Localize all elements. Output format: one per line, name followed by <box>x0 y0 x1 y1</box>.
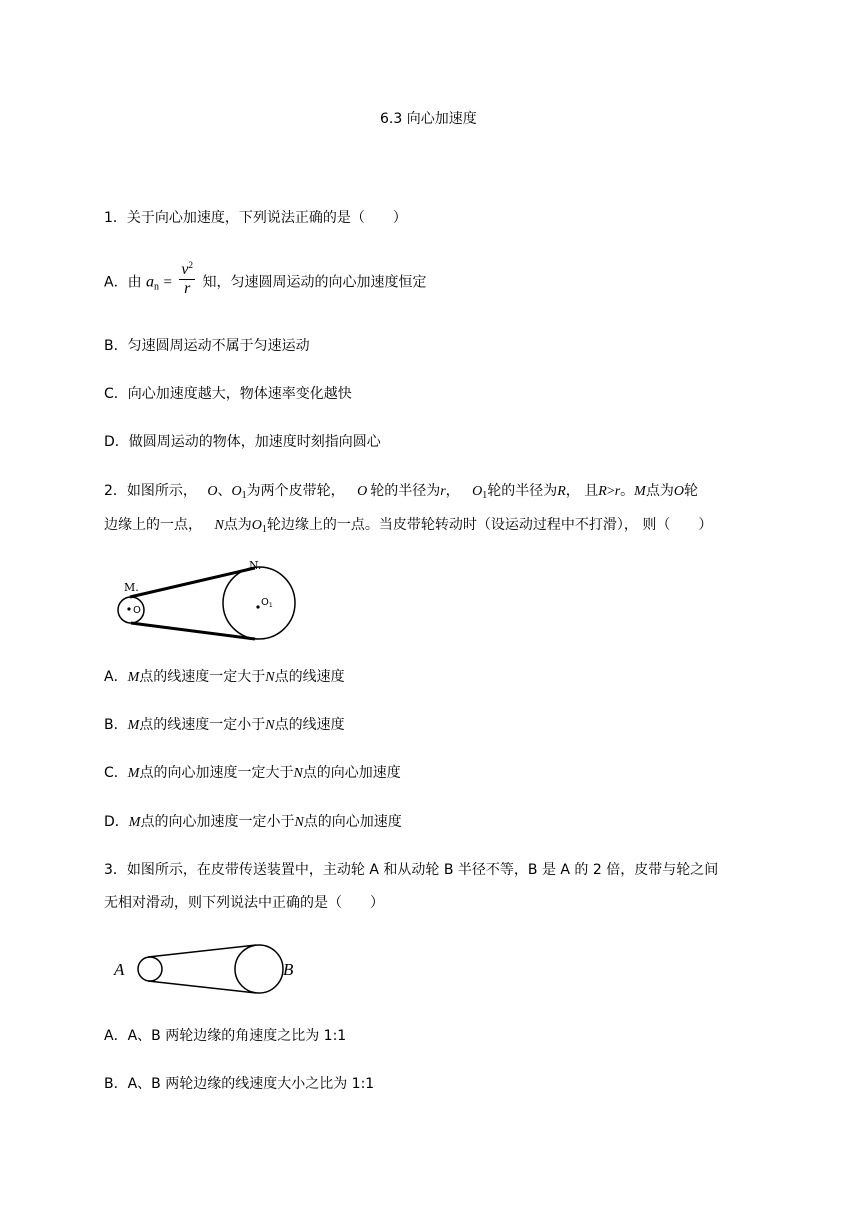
q3-stem-line2: 无相对滑动，则下列说法中正确的是（ ） <box>104 895 384 911</box>
q2-l1-var: O <box>231 484 242 499</box>
q2-option-b <box>104 715 345 736</box>
q1-fraction-numerator: v <box>181 261 189 278</box>
q2-l1-var: O <box>472 484 483 499</box>
q2-pulley-figure <box>110 555 310 645</box>
q2-l1-text: 轮的半径为 <box>487 483 558 499</box>
q2-l1-text: 轮的半径为 <box>370 483 441 499</box>
q2-b-post: 点的线速度 <box>274 717 345 733</box>
q2-l1-text: 轮 <box>683 483 698 499</box>
q2-c-post: 点的向心加速度 <box>302 765 401 781</box>
q1-option-c: C．向心加速度越大，物体速率变化越快 <box>104 386 352 402</box>
q2-stem-line2 <box>104 515 712 536</box>
q2-a-n: N <box>265 670 275 685</box>
q2-l1-var: R <box>557 484 566 499</box>
q2-label-o: O <box>133 605 141 616</box>
q1-option-a <box>104 260 427 301</box>
q2-l2-text: 边缘上的一点， <box>104 517 202 533</box>
q3-option-b: B．A、B 两轮边缘的线速度大小之比为 1:1 <box>104 1076 375 1092</box>
q1-option-d: D．做圆周运动的物体，加速度时刻指向圆心 <box>104 434 381 450</box>
q1-option-a-suffix: 知，匀速圆周运动的向心加速度恒定 <box>202 274 427 291</box>
q2-l2-text: 点为 <box>223 517 252 533</box>
q2-b-mid: 点的线速度一定小于 <box>139 717 266 733</box>
q2-c-n: N <box>293 766 303 781</box>
q2-option-a <box>104 667 345 688</box>
q2-a-m: M <box>127 670 140 685</box>
q2-d-pre: D． <box>104 814 129 830</box>
q2-label-m: M. <box>124 581 139 594</box>
q2-b-m: M <box>127 718 140 733</box>
q1-stem: 1．关于向心加速度，下列说法正确的是（ ） <box>104 210 407 226</box>
q3-belt-figure <box>110 940 310 1000</box>
q2-l1-var: r <box>614 484 621 499</box>
q2-a-pre: A． <box>104 669 128 685</box>
q2-l1-text: > <box>606 484 615 499</box>
q2-l1-text: ， 且 <box>565 483 599 499</box>
q2-l1-text: 为两个皮带轮， <box>246 483 345 499</box>
q2-label-o1: $O_1$ <box>261 597 273 609</box>
q2-l1-sub: 1 <box>482 490 488 501</box>
q2-c-m: M <box>127 766 140 781</box>
q2-c-mid: 点的向心加速度一定大于 <box>139 765 294 781</box>
q2-option-d <box>104 812 402 833</box>
q2-l1-text: 点为 <box>645 483 674 499</box>
q2-l2-sub: 1 <box>261 524 267 535</box>
q3-option-a: A．A、B 两轮边缘的角速度之比为 1:1 <box>104 1028 347 1044</box>
q2-a-post: 点的线速度 <box>274 669 345 685</box>
q2-d-n: N <box>294 815 304 830</box>
q2-stem-line1 <box>104 481 698 502</box>
q2-c-pre: C． <box>104 765 128 781</box>
q2-l1-var: O <box>673 484 684 499</box>
q1-fraction <box>179 261 195 298</box>
q2-l1-var: O <box>207 484 218 499</box>
q2-l1-text: 、 <box>217 483 232 499</box>
q2-l1-var: r <box>440 484 446 499</box>
q2-l1-sub: 1 <box>241 490 247 501</box>
q2-l2-var: O <box>251 518 262 533</box>
q1-option-a-prefix: A．由 <box>104 274 142 291</box>
q1-equals: = <box>163 274 172 291</box>
q1-fraction-denominator: r <box>184 280 191 297</box>
q3-label-a: A <box>114 960 125 979</box>
q2-l1-text: 2．如图所示， <box>104 483 197 499</box>
q3-stem-line1: 3．如图所示，在皮带传送装置中，主动轮 A 和从动轮 B 半径不等，B 是 A 的 2 倍，皮带与轮之间 <box>104 862 719 878</box>
q1-fraction-exponent: 2 <box>188 260 194 270</box>
q2-l2-text: 轮边缘上的一点。当皮带轮转动时（设运动过程中不打滑）， 则（ ） <box>266 517 713 533</box>
q2-a-mid: 点的线速度一定大于 <box>139 669 266 685</box>
q2-l1-var: O <box>357 484 368 499</box>
q2-l1-text: 。 <box>620 483 635 499</box>
q2-d-post: 点的向心加速度 <box>303 814 402 830</box>
q2-l1-var: M <box>634 484 646 499</box>
q1-option-b: B．匀速圆周运动不属于匀速运动 <box>104 338 310 354</box>
q2-center-o-dot <box>127 607 130 610</box>
q2-d-m: M <box>128 815 141 830</box>
q2-large-pulley <box>223 567 295 639</box>
q3-pulley-a <box>138 957 162 981</box>
q2-l1-text: ， <box>445 483 460 499</box>
q1-a-symbol: a <box>146 273 155 291</box>
q2-b-n: N <box>265 718 275 733</box>
q2-l1-var: R <box>598 484 607 499</box>
q2-belt-top <box>130 568 255 597</box>
page-title: 6.3 向心加速度 <box>380 111 477 127</box>
q1-a-subscript: n <box>154 281 160 293</box>
q3-pulley-b <box>235 945 283 993</box>
q3-label-b: B <box>283 960 294 979</box>
q2-b-pre: B． <box>104 717 128 733</box>
q2-l2-var: N <box>214 518 224 533</box>
q2-center-o1-dot <box>256 605 259 608</box>
q2-option-c <box>104 763 401 784</box>
q2-d-mid: 点的向心加速度一定小于 <box>140 814 295 830</box>
q2-label-n: N. <box>249 559 262 572</box>
